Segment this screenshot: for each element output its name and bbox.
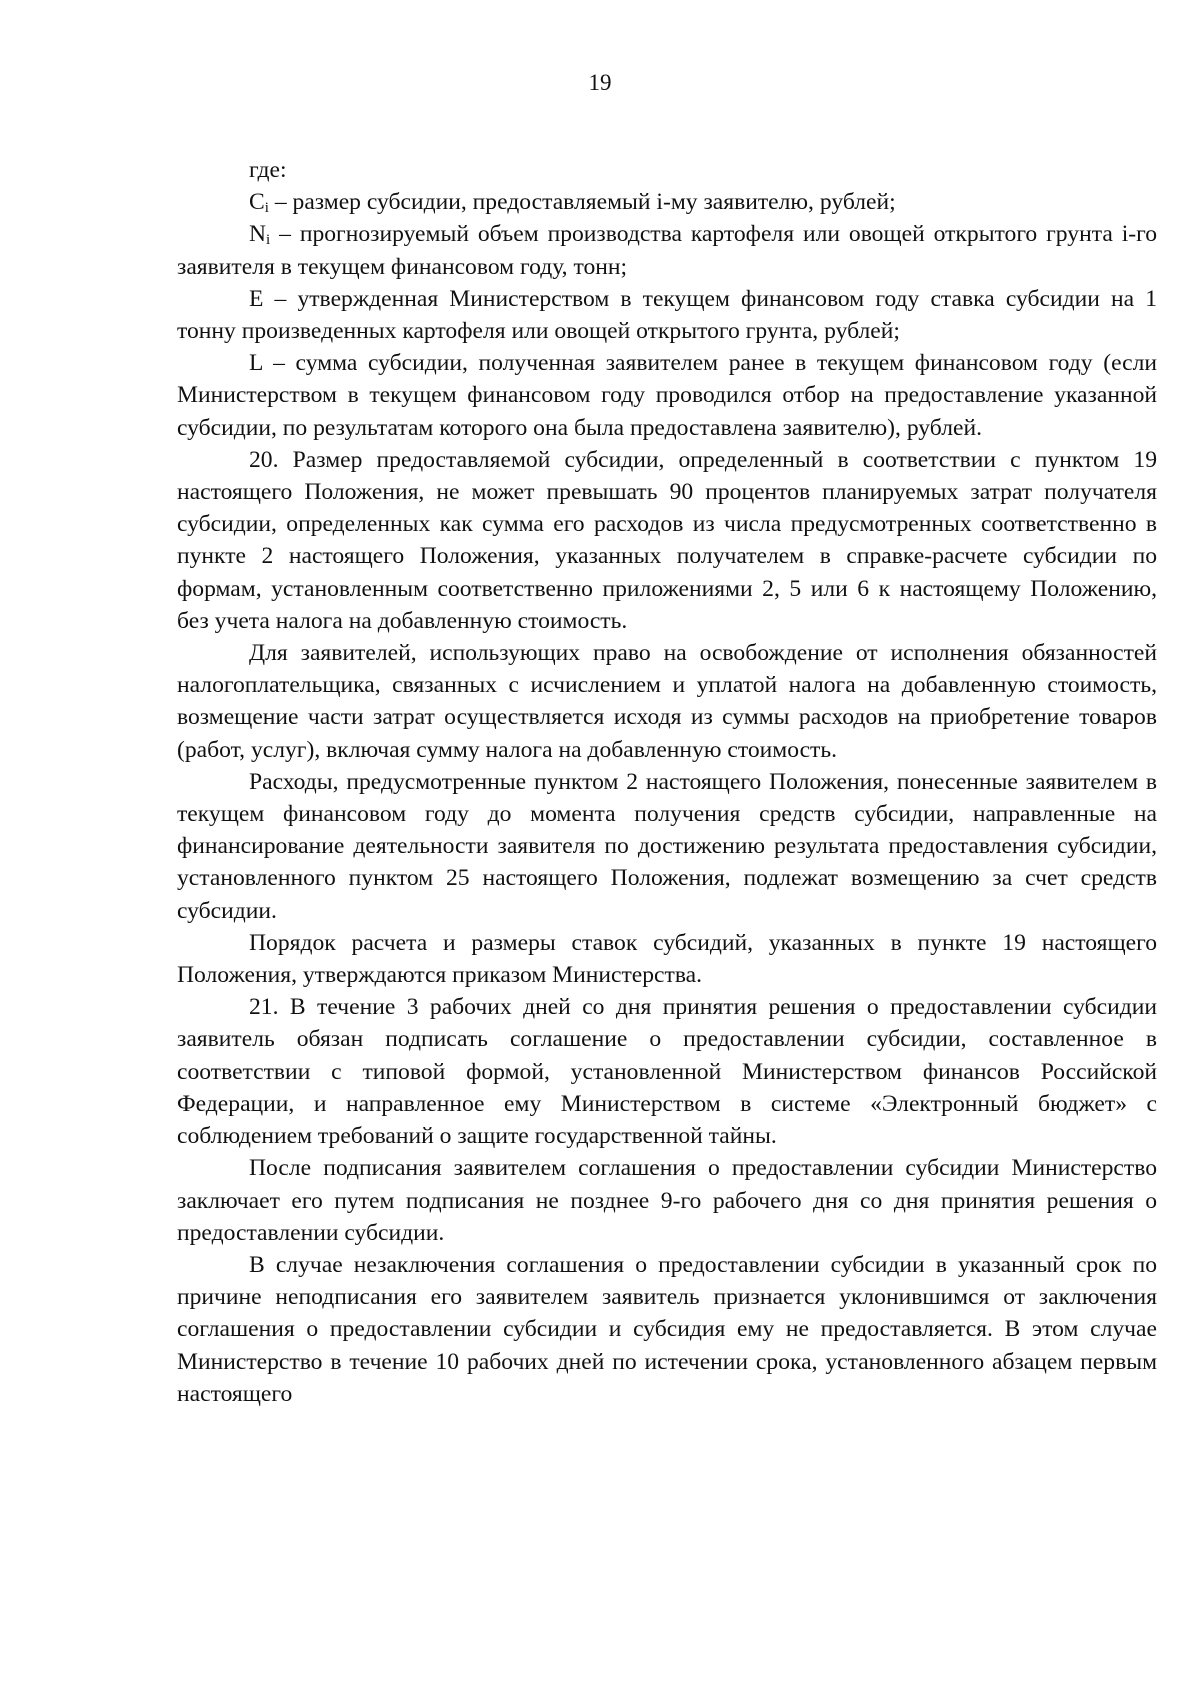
paragraph-vat-exempt: Для заявителей, использующих право на освобождение от исполнения обязанностей налогоплательщика, связанных с исчислением и уплатой налога на добавленную стоимость, возмещение части затрат осуществляется исходя из суммы расходов на приобретение товаров (работ, услуг), включая сумму налога на добавленную стоимость. [177,640,1157,763]
document-body [177,154,1157,1410]
where-label: где: [249,157,287,183]
definition-e: E – утвержденная Министерством в текущем финансовом году ставка субсидии на 1 тонну произведенных картофеля или овощей открытого грунта, рублей; [177,285,1157,345]
page-number: 19 [588,70,612,95]
ni-symbol: N [249,221,267,248]
paragraph-20: 20. Размер предоставляемой субсидии, определенный в соответствии с пунктом 19 настоящего Положения, не может превышать 90 процентов планируемых затрат получателя субсидии, определенных как сумма его расходов из числа предусмотренных соответственно в пункте 2 настоящего Положения, указанных получателем в справке-расчете субсидии по формам, установленным соответственно приложениями 2, 5 или 6 к настоящему Положению, без учета налога на добавленную стоимость. [177,446,1157,634]
ni-index: i [266,232,271,249]
paragraph-non-conclusion: В случае незаключения соглашения о предоставлении субсидии в указанный срок по причине неподписания его заявителем заявитель признается уклонившимся от заключения соглашения о предоставлении субсидии и субсидия ему не предоставляется. В этом случае Министерство в течение 10 рабочих дней по истечении срока, установленного абзацем первым настоящего [177,1251,1157,1407]
ni-text: – прогнозируемый объем производства картофеля или овощей открытого грунта i-го заявителя в текущем финансовом году, тонн; [177,221,1157,280]
paragraph-21: 21. В течение 3 рабочих дней со дня принятия решения о предоставлении субсидии заявитель обязан подписать соглашение о предоставлении субсидии, составленное в соответствии с типовой формой, установленной Министерством финансов Российской Федерации, и направленное ему Министерством в системе «Электронный бюджет» с соблюдением требований о защите государственной тайны. [177,994,1157,1150]
ci-text: – размер субсидии, предоставляемый i-му заявителю, рублей; [268,189,896,216]
definition-ci [177,186,1157,218]
definition-l: L – сумма субсидии, полученная заявителем ранее в текущем финансовом году (если Министерством в текущем финансовом году проводился отбор на предоставление указанной субсидии, по результатам которого она была предоставлена заявителю), рублей. [177,350,1157,441]
paragraph-expenses: Расходы, предусмотренные пунктом 2 настоящего Положения, понесенные заявителем в текущем финансовом году до момента получения средств субсидии, направленные на финансирование деятельности заявителя по достижению результата предоставления субсидии, установленного пунктом 25 настоящего Положения, подлежат возмещению за счет средств субсидии. [177,768,1157,924]
paragraph-signing: После подписания заявителем соглашения о предоставлении субсидии Министерство заключает его путем подписания не позднее 9-го рабочего дня со дня принятия решения о предоставлении субсидии. [177,1155,1157,1246]
definition-ni [177,218,1157,282]
ci-symbol: C [249,189,265,216]
paragraph-rates: Порядок расчета и размеры ставок субсидий, указанных в пункте 19 настоящего Положения, утверждаются приказом Министерства. [177,929,1157,989]
ci-index: i [264,200,269,217]
